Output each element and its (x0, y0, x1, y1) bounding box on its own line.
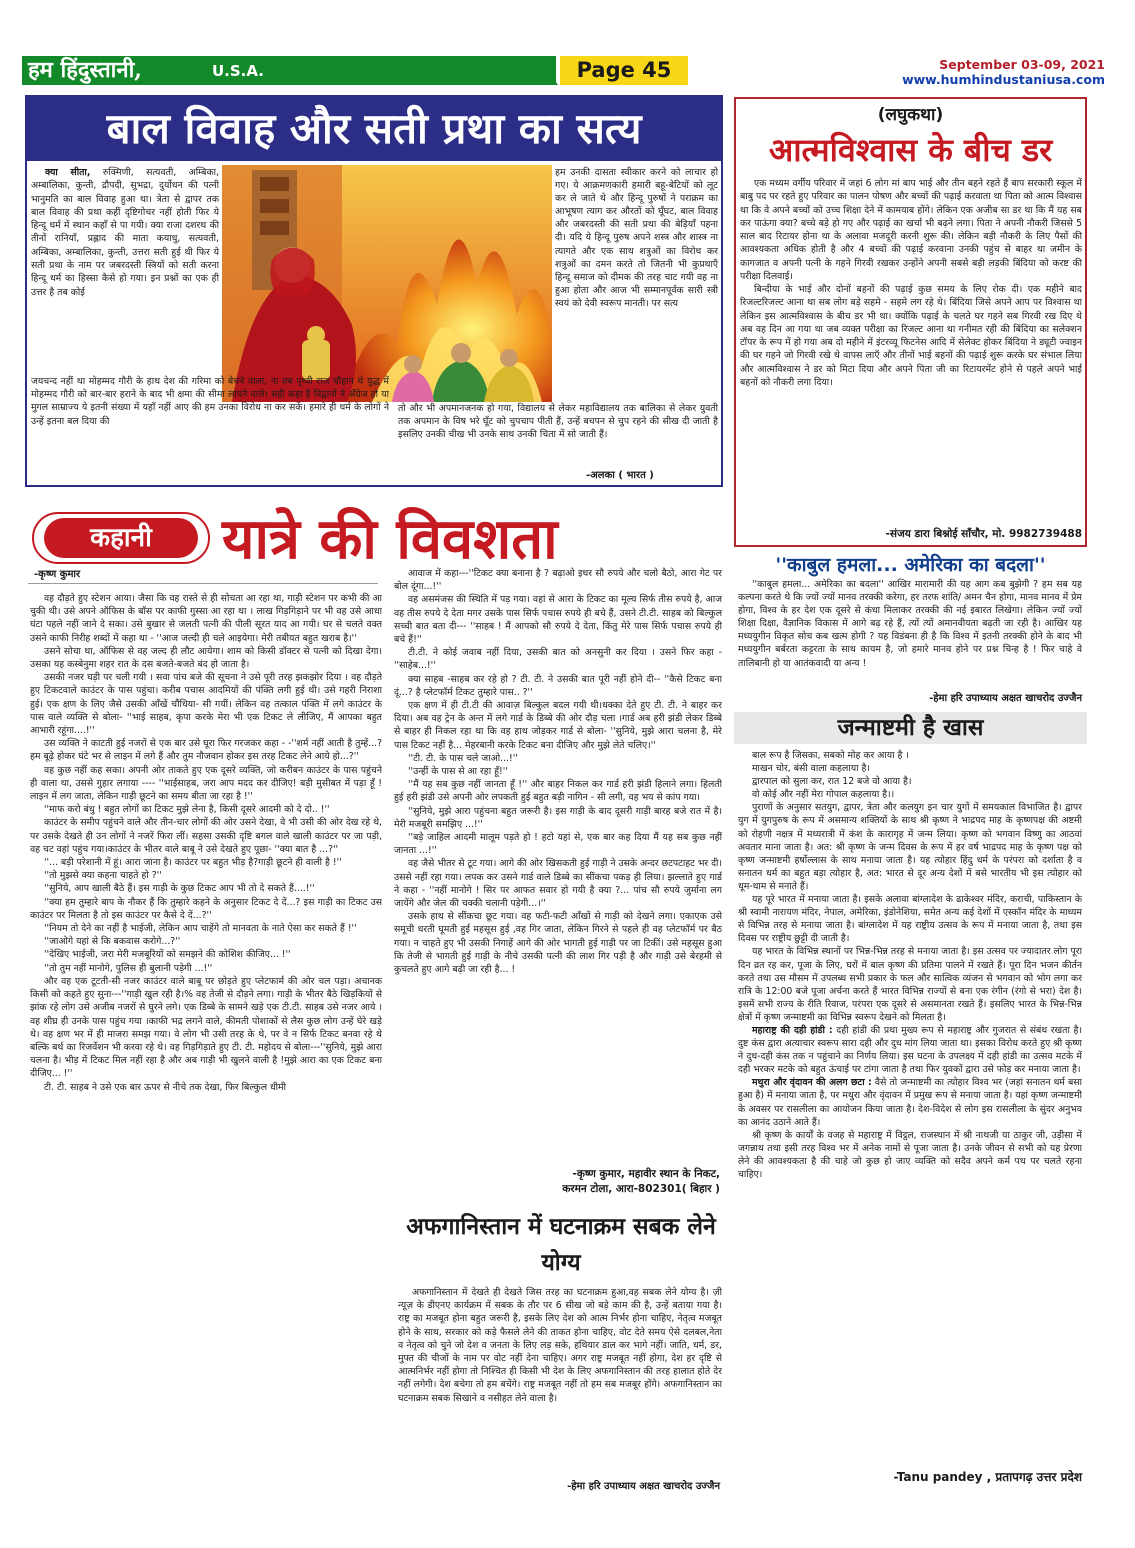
issue-date: September 03-09, 2021 (939, 57, 1105, 72)
kahani-tag: कहानी (44, 518, 198, 558)
story-paragraph: वह कुछ नहीं कह सका। अपनी ओर ताकते हुए एक दूसरे व्यक्ति, जो करीबन काउंटर के पास पहुंचने ही वाला था, उससे गुहार लगाया ---- ''भाईसाहब, जरा आप मदद कर दीजिए! बड़ी मुसीबत में पड़ा हूँ ! लाइन में लग जाता, लेकिन गाड़ी छूटने का समय बीता जा रहा है !'' (30, 764, 382, 803)
story-column-1 (30, 592, 382, 1496)
story-column-2 (394, 567, 722, 1165)
story-paragraph: ''क्या हम तुम्हारे बाप के नौकर हैं कि तुम्हारे कहने के अनुसार टिकट दे दें...? इस गाड़ी का टिकट उस काउंटर पर मिलता है तो इस काउंटर पर कैसे दे दें...?'' (30, 896, 382, 921)
article-text: हम उनकी दासता स्वीकार करने को लाचार हो गए। ये आक्रमणकारी हमारी बहू-बेटियों को लूट कर ले जाते थे और हिन्दू पुरुषों ने पराक्रम का आभूषण त्याग कर औरतों को घूँघट, बाल विवाह और जबरदस्ती की सती प्रथा की बेड़ियाँ पहना दी। यदि ये हिन्दू पुरुष अपने शस्त्र और शास्त्र ना त्यागते और एक साथ शत्रुओं का विरोध कर शत्रुओं का दमन करते तो जितनी भी कुप्रथाएँ हिन्दू समाज को दीमक की तरह चाट गयी वह ना हुआ होता और आज भी सम्मानपूर्वक सारी स्त्री स्वयं को देवी स्वरूप मानती। पर सत्य (555, 167, 718, 309)
janmashtami-title: जन्माष्टमी है खास (734, 712, 1087, 744)
story-title: यात्रे की विवशता (222, 506, 558, 572)
story-paragraph: ''टी. टी. के पास चले जाओ...!'' (408, 752, 518, 764)
story-paragraph: उसने सोचा था, ऑफिस से वह जल्द ही लौट आयेगा। शाम को किसी डॉक्टर से पत्नी को दिखा देगा। उसका यह कस्बेनुमा शहर रात के दस बजते-बजते बंद हो जाता है। (30, 645, 382, 671)
story-paragraph: ''सुनिये, आप खाली बैठे हैं। इस गाड़ी के कुछ टिकट आप भी तो दे सकते हैं....!'' (44, 883, 315, 895)
sati-painting-image (222, 165, 552, 402)
divider (28, 583, 378, 584)
article-headline: बाल विवाह और सती प्रथा का सत्य (27, 97, 721, 161)
story-paragraph: उसके हाथ से सींकचा छूट गया। वह फटी-फटी आँखों से गाड़ी को देखने लगा। एकाएक उसे समूची धरती घूमती हुई महसूस हुई ,वह गिर जाता, लेकिन गिरने से पहले ही वह प्लेटफॉर्म पर बैठ गया। न चाहते हुए भी उसकी निगाहें आगे की ओर भागती हुई गाड़ी पर जा टिकीं। उसे महसूस हुआ कि तेजी से भागती हुई गाड़ी के नीचे उसकी पत्नी की लाश गिर पड़ी है और गाड़ी उसे बेरहमी से कुचलते हुए आगे बढ़ी जा रही है... ! (394, 911, 722, 976)
masthead-bar-edge (540, 56, 558, 85)
article-bottom-left (31, 375, 389, 483)
janmashtami-body: बाल रूप है जिसका, सबको मोह कर आया है । माखन चोर, बंसी वाला कहलाया है। द्वारपाल को सुला कर, रात 12 बजे वो आया है। वो कोई और नहीं मेरा गोपाल कहलाया है।। पुराणों के अनुसार सतयुग, द्वापर, त्रेता और कलयुग इन चार युगों में समयकाल विभाजित है। द्वापर युग में युगपुरुष के रूप में असमान्य शक्तियों के साथ श्री कृष्ण ने भाद्रपद माह के कृष्णपक्ष की अष्टमी को रोहणी नक्षत्र में मध्यरात्री में कंश के कारागृह में जन्म लिया। कृष्ण को भगवान विष्णु का आठवां अवतार माना जाता है। अत: श्री कृष्ण के जन्म दिवस के रूप में हर वर्ष भाद्रपद माह के कृष्ण पक्ष को कृष्ण जन्माष्टमी हर्षोल्लास के साथ मनाया जाता है। यह त्योहार हिंदु धर्म के परंपरा को दर्शाता है व सनातन धर्म का बहुत बड़ा त्योहार है, अत: भारत से दूर अन्य देशों में बसे भारतीय भी इस त्योहार को धूम-धाम से मनाते हैं। यह पूरे भारत में मनाया जाता है। इसके अलावा बांग्लादेश के ढाकेश्वर मंदिर, कराची, पाकिस्तान के श्री स्वामी नारायण मंदिर, नेपाल, अमेरिका, इंडोनेशिया, समेत अन्य कई देशों में एस्कॉन मंदिर के माध्यम से विभिन्न तरह से मनाया जाता है। बांग्लादेश में यह राष्ट्रीय उत्सव के रूप में मनाया जाता है, तथा इस दिवस पर राष्ट्रीय छुट्टी दी जाती है। यह भारत के विभिन्न स्थानों पर भिन्न-भिन्न तरह से मनाया जाता है। इस उत्सव पर ज्यादातर लोग पूरा दिन व्रत रह कर, पूजा के लिए, घरों में बाल कृष्ण की प्रतिमा पालने में रखते हैं। पूरा दिन भजन कीर्तन करते तथा उस मौसम में उपलब्ध सभी प्रकार के फल और सात्विक व्यंजन से भगवान को भोग लगा कर रात्रि के 12:00 बजे पूजा अर्चना करते हैं भारत विभिन्न राज्यों से बना एक रंगीन (रंगो से भरा) देश है। इसमें सभी राज्य के रीति रिवाज, परंपरा एक दूसरे से असमानता रखते हैं। इसलिए भारत के भिन्न-भिन्न क्षेत्रों में कृष्ण जन्माष्टमी का विभिन्न स्वरूप देखने को मिलता है। महाराष्ट्र की दही हांडी : दही हांडी की प्रथा मुख्य रूप से महाराष्ट्र और गुजरात से संबंध रखता है। दुष्ट कंस द्वारा अत्याचार स्वरूप सारा दही और दुध मांग लिया जाता था। इसका विरोध करते हुए श्री कृष्ण ने दुध-दही कंस तक न पहुंचाने का निर्णय लिया। इस घटना के उपलक्ष्य में दही हांडी का उत्सव मटके में दही भरकर मटके को बहुत ऊंचाई पर टांगा जाता है तथा फिर युवकों द्वारा उसे फोड़ कर मनाया जाता है। मथुरा और वृंदावन की अलग छटा : वैसे तो जन्माष्टमी का त्योहार विश्व भर (जहां सनातन धर्म बसा हुआ है) में मनाया जाता है, पर मथुरा और वृंदावन में प्रमुख रूप से मनाया जाता है। यहां कृष्ण जन्माष्टमी के अवसर पर रासलीला का आयोजन किया जाता है। देश-विदेश से लोग इस रासलीला के सुंदर अनुभव का आनंद उठाने आते हैं। श्री कृष्ण के कार्यों के वजह से महाराष्ट्र में विट्ठल, राजस्थान में श्री नाथजी या ठाकुर जी, उड़ीसा में जगन्नाथ तथा इसी तरह विश्व भर में अनेक नामों से पूजा जाता है। उनके जीवन से सभी को यह प्रेरणा लेने की आवश्यकता है की चाहे जो कुछ हो जाए व्यक्ति को सदैव अपने कर्म पथ पर चलते रहना चाहिए। (738, 750, 1082, 1180)
story-paragraph: और वह एक टूटती-सी नजर काउंटर वाले बाबू पर छोड़ते हुए प्लेटफार्म की ओर चल पड़ा। अचानक किसी को कहते हुए सुना---''गाड़ी खुल रही है।% वह तेजी से दौड़ने लगा। गाड़ी के भीतर बैठे खिड़कियों से झांक रहे लोग उसे अजीब नजरों से घुरने लगे। एक डिब्बे के सामने खड़े एक टी.टी. साहब उसे नजर आये । वह शीघ्र ही उनके पास पहुंच गया ।काफी भद्र लगने वाले, कीमती पोशाकों से लैस कुछ लोग उन्हें घेरे खड़े थे। वह क्षण भर में ही माजरा समझ गया। वे लोग भी उसी तरह के थे, पर वे न सिर्फ टिकट बनवा रहे थे बल्कि बर्थ का रिजर्वेशन भी करवा रहे थे। वह गिड़गिड़ाते हुए टी. टी. महोदय से बोला---''सुनिये, मुझे आरा चलना है। भीड़ में टिकट मिल नहीं रहा है और अब गाड़ी भी खुलने वाली है !मुझे आरा का एक टिकट बना दीजिए... !'' (30, 975, 382, 1080)
laghukatha-body: एक मध्यम वर्गीय परिवार में जहां 6 लोग मां बाप भाई और तीन बहने रहते हैं बाप सरकारी स्कूल में बाबु पद पर रहते हुए परिवार का पालन पोषण और बच्चों की पढ़ाई करवाता था पिता को आत्म विश्वास था कि वे अपने बच्चों को उच्च शिक्षा देने में कामयाब होंगे। लेकिन एक अजीब सा डर था कि मैं यह सब कर पाऊंगा क्या? बच्चे बड़े हो गए और पढ़ाई का खर्चा भी बढ़ने लगा। पिता ने अपनी नौकरी जिससे 5 साल बाद रिटायर होना था के अलावा मजदूरी करनी शुरू की। लेकिन बड़ी नौकरी के लिए पैसों की आवश्यकता अधिक होती है और 4 बच्चों की पढ़ाई करवाना उनकी पहुंच से बाहर था जमीन के कागजात व अपनी पत्नी के गहने गिरवी रखकर उन्होंने अपनी सबसे बड़ी लड़की बिंदिया को करष्ट की परीक्षा दिलवाई। बिन्दीया के भाई और दोनों बहनों की पढ़ाई कुछ समय के लिए रोक दी। एक महीने बाद रिजल्टरिजल्ट आना था सब लोग बड़े सहमे - सहमे लग रहे थे। बिंदिया जिसे अपने आप पर विश्वास था लेकिन इस आत्मविश्वास के बीच डर भी था। क्योंकि पढ़ाई के चलते घर गहने सब गिरवी रख दिए थे अब वह दिन आ गया था जब व्यक्त परीक्षा का रिजल्ट आना था गनीमत रही की बिंदिया का सलेक्शन टॉपर के रूप में हो गया अब दो महीने में इंटरव्यू फिटनेस आदि में सेलेक्ट होकर बिंदिया ने ड्यूटी ज्वाइन की घर गहने जो गिरवी रखे थे वापस लाएँ और तीनों भाई बहनों की पढ़ाई शुरू करके घर संभाल लिया और आत्मविश्वास ने डर को मिटा दिया और अपने पिता जी का रिटायरमेंट होने से पहले अपने भाई बहनों को नौकरी लगा दिया। (740, 178, 1082, 388)
story-author: -कृष्ण कुमार (34, 569, 81, 580)
story-paragraph: ''उन्हीं के पास से आ रहा हूँ!'' (408, 766, 508, 778)
story-paragraph: आवाज में कहा---''टिकट क्या बनाना है ? बढ़ाओ इधर सौ रुपये और चलो बैठो, आरा गेट पर बोल दूंगा...!'' (394, 568, 722, 593)
story-paragraph: ''बड़े जाहिल आदमी मालूम पड़ते हो ! हटो यहां से, एक बार कह दिया मैं यह सब कुछ नहीं जानता ...!'' (394, 832, 722, 857)
janmashtami-signature: -Tanu pandey , प्रतापगढ़ उत्तर प्रदेश (893, 1470, 1082, 1484)
article-signature: -अलका ( भारत ) (586, 470, 654, 481)
story-paragraph: टी.टी. ने कोई जवाब नहीं दिया, उसकी बात को अनसुनी कर दिया । उसने फिर कहा - ''साहेब...!'' (394, 647, 722, 672)
story-paragraph: उसकी नजर घड़ी पर चली गयी । सवा पांच बजे की सूचना ने उसे पूरी तरह झकझोर दिया । वह दौड़ते हुए टिकटवाले काउंटर के पास पहुंचा। करीब पचास आदमियों की पंक्ति लगी हुई थी। उसे गहरी निराशा हुई। एक क्षण के लिए जैसे उसकी आँखें चौंधिया- सी गयीं। लेकिन वह तत्काल पंक्ति में लगे काउंटर के पास वाले व्यक्ति से बोला- ''भाई साहब, कृपा करके मेरा भी एक टिकट ले लीजिए, मैं आपका बहुत आभारी रहूंगा....!'' (30, 672, 382, 737)
article-left-column (31, 166, 219, 372)
afghan-signature: -हेमा हरि उपाध्याय अक्षत खाचरोद उज्जैन (567, 1481, 720, 1492)
kabul-signature: -हेमा हरि उपाध्याय अक्षत खाचरोद उज्जैन (929, 693, 1082, 704)
article-text: तो और भी अपमानजनक हो गया, विद्यालय से लेकर महाविद्यालय तक बालिका से लेकर युवती तक अपमान के विष भरे घूँट को चुपचाप पीती हैं, उन्हें बचपन से चुप रहने की सीख दी जाती है इसलिए उनकी चीख भी उनके साथ उनकी चिता में सो जाती हैं। (398, 403, 718, 441)
story-paragraph: काउंटर के समीप पहुंचने वाले और तीन-चार लोगों की ओर उसने देखा, वे भी उसी की ओर देख रहे थे, पर उसके देखते ही उन लोगों ने नजरें फिरा लीं। सहसा उसकी दृष्टि बगल वाले खाली काउंटर पर जा पड़ी, वह चट वहां पहुंच गया।काउंटर के भीतर वाले बाबू ने उसे देखते हुए पूछा- ''क्या बात है ...?'' (30, 817, 382, 855)
website-link[interactable]: www.humhindustaniusa.com (902, 72, 1105, 87)
kabul-title: ''काबुल हमला... अमेरिका का बदला'' (775, 554, 1046, 576)
story-paragraph: वह दौड़ते हुए स्टेशन आया। जैसा कि वह रास्ते से ही सोचता आ रहा था, गाड़ी स्टेशन पर कभी की आ चुकी थी। उसे अपने ऑफिस के बॉस पर काफी गुस्सा आ रहा था । लाख गिड़गिड़ाने पर भी वह उसे आधा घंटा पहले नहीं जाने दे सका। उसे बुखार से जलती पत्नी की पीली सूरत याद आ गयी। घर से चलते वक्त उसने काफी निरीह शब्दों में कहा था - ''आज जल्दी ही चले आइयेगा। मेरी तबीयत बहुत खराब है।'' (30, 593, 382, 644)
article-text: जयचन्द नहीं था मोहम्मद गौरी के हाथ देश की गरिमा को बेचने वाला, ना तब पृथ्वी राज चौहान थे युद्ध में मोहम्मद गौरी को बार-बार हराने के बाद भी क्षमा की सीमा लांघने वाले। सही कहा है विद्वानों ने अँग्रेज हो या मुगल साम्राज्य ये इतनी संख्या में यहाँ नहीं आए की हम उनका विरोध ना कर सकें। हमारे ही धर्म के लोगों ने उन्हें इतना बल दिया की (31, 376, 389, 427)
story-paragraph: वह असमंजस की स्थिति में पड़ गया। वहां से आरा के टिकट का मूल्य सिर्फ तीस रुपये है, आज वह तीस रुपये दे देता मगर उसके पास सिर्फ पचास रुपये ही बचे हैं, उसने टी.टी. साहब को बिल्कुल सच्ची बात बता दी--- ''साहब ! मैं आपको सौ रुपये दे देता, किंतु मेरे पास सिर्फ पचास रुपये ही बचे हैं!'' (394, 594, 722, 646)
article-bottom-right (398, 402, 718, 464)
laghukatha-title: आत्मविश्वास के बीच डर (768, 131, 1053, 169)
article-text: रुक्मिणी, सत्यवती, अम्बिका, अम्बालिका, कुन्ती, द्रौपदी, सुभद्रा, दुर्योधन की पत्नी भानुमति का बाल विवाह हुआ था। त्रेता से द्वापर तक बाल विवाह की प्रथा कहीं दृष्टिगोचर नहीं होती फिर ये हिन्दू धर्म में स्थान कहाँ से पा गयी। क्या राजा दशरथ की तीनों रानियाँ, प्रह्लाद की माता कयाधु, सत्यवती, अम्बिका, अम्बालिका, कुन्ती, उत्तरा सती हुई थी फिर ये सती प्रथा के नाम पर जबरदस्ती स्त्रियों को सती करना हिन्दू धर्म का हिस्सा कैसे हो गया। इन प्रश्नों का एक ही उत्तर है तब कोई (31, 167, 219, 298)
story-paragraph: ''नियम तो देने का नहीं है भाईजी, लेकिन आप चाहेंगे तो मानवता के नाते ऐसा कर सकते हैं !'' (44, 923, 357, 935)
story-paragraph: ''तो तुम नहीं मानोगे, पुलिस ही बुलानी पड़ेगी ...!'' (44, 962, 213, 974)
story-paragraph: ''जाओगे यहां से कि बकवास करोगे...?'' (44, 936, 181, 948)
newspaper-title: हम हिंदुस्तानी, (28, 57, 142, 83)
newspaper-country: U.S.A. (212, 62, 264, 80)
story-paragraph: वह जैसे भीतर से टूट गया। आगे की ओर खिसकती हुई गाड़ी ने उसके अन्दर छटपटाहट भर दी। उससे नहीं रहा गया। लपक कर उसने गार्ड वाले डिब्बे का सींकचा पकड़ ही लिया। झल्लाते हुए गार्ड ने कहा - ''नहीं मानोगे ! सिर पर आफत सवार हो गयी है क्या ?... पांच सौ रुपये जुर्माना लग जायेंगे और जेल की चक्की चलानी पड़ेगी...।'' (394, 858, 722, 910)
afghan-body: अफगानिस्तान में देखते ही देखते जिस तरह का घटनाक्रम हुआ,वह सबक लेने योग्य है। ज़ी न्यूज़ के डीएनए कार्यक्रम में सबक के तौर पर 6 सीख जो बड़े काम की है, उन्हें बताया गया है। राष्ट्र का मजबूत होना बहुत जरूरी है, इसके लिए देश को आत्म निर्भर होना चाहिए, नेतृत्व मजबूत होने के साथ, सरकार को कड़े फैसले लेने की ताकत होना चाहिए, वोट देते समय ऐसे दलबल,नेता व नेतृत्व को चुने जो देश व जनता के लिए लड़ सके, हथियार डाल कर भागे नहीं। जाति, धर्म, डर, मुफ्त की चीजों के नाम पर वोट नहीं देना चाहिए। अगर राष्ट्र मजबूत नहीं होगा, देश हर दृष्टि से आत्मनिर्भर नहीं होगा तो निश्चित ही किसी भी देश के लिए अफगानिस्तान की तरह हालात होते देर नहीं लगेगी। देश बचेगा तो हम बचेंगे। राष्ट्र मजबूत नहीं तो हम सब मजबूर होंगे। अफगानिस्तान का घटनाक्रम सबक सिखाने व नसीहत लेने वाला है। (398, 1287, 722, 1404)
afghan-title: अफगानिस्तान में घटनाक्रम सबक लेने योग्य (406, 1213, 716, 1276)
kabul-body: ''काबुल हमला... अमेरिका का बदला'' आखिर मारामारी की यह आग कब बुझेगी ? हम सब यह कल्पना करते थे कि ज्यों ज्यों मानव तरक्की करेगा, हर तरफ शांति/ अमन चैन होगा, मानव मानव में प्रेम होगा, विश्व के हर देश एक दूसरे से कंधा मिलाकर तरक्की की नई इबारत लिखेगा। लेकिन ज्यों ज्यों शिक्षा दिक्षा, वैज्ञानिक विकास में आगे बढ़ रहे हैं, त्यों त्यों अमानवीयता बढ़ती जा रही है। आखिर यह मध्ययुगीन विकृत सोच कब खत्म होगी ? यह विडंबना ही है कि विश्व में इतनी तरक्की होने के बाद भी मध्ययुगीन बर्बरता कट्टरता के साथ कायम है, जो हमारे मानव होने पर प्रश्न चिन्ह है ! फिर चाहे वे तालिबानी हो या आतंकवादी या अन्य ! (738, 579, 1082, 669)
story-paragraph: ''माफ करो बंधु ! बहुत लोगों का टिकट मुझे लेना है, किसी दूसरे आदमी को दे दो.. !'' (44, 804, 330, 816)
story-paragraph: टी. टी. साहब ने उसे एक बार ऊपर से नीचे तक देखा, फिर बिल्कुल धीमी (44, 1081, 287, 1093)
story-paragraph: ''सुनिये, मुझे आरा पहुंचना बहुत जरूरी है। इस गाड़ी के बाद दूसरी गाड़ी बारह बजे रात में है। मेरी मजबूरी समझिए ...!'' (394, 805, 722, 830)
story-paragraph: उस व्यक्ति ने काटती हुई नजरों से एक बार उसे घूरा फिर गरजकर कहा - -''शर्म नहीं आती है तुम्हें...? हम बूढ़े होकर घंटे भर से लाइन में लगे हैं और तुम नौजवान होकर इस तरह टिकट लेने आये हो...?'' (30, 738, 382, 763)
laghukatha-signature: -संजय डारा बिश्नोई साँचौर, मो. 9982739488 (885, 528, 1082, 540)
laghukatha-kicker: (लघुकथा) (877, 105, 944, 125)
story-paragraph: ''देखिए भाईजी, जरा मेरी मजबूरियों को समझने की कोशिश कीजिए... !'' (44, 949, 291, 961)
story-signature-address: करमन टोला, आरा-802301( बिहार ) (562, 1183, 720, 1195)
story-paragraph: ''मैं यह सब कुछ नहीं जानता हूँ !'' और बाहर निकल कर गार्ड हरी झंडी हिलाने लगा। हिलती हुई हरी झंडी उसे अपनी ओर लपकती हुई बहुत बड़ी नागिन - सी लगी, वह भय से कांप गया। (394, 779, 722, 804)
story-signature: -कृष्ण कुमार, महावीर स्थान के निकट, (572, 1168, 720, 1180)
page-number: Page 45 (560, 56, 688, 85)
story-paragraph: ''... बड़ी परेशानी में हूं। आरा जाना है। काउंटर पर बहुत भीड़ है?गाड़ी छूटने ही वाली है !'' (44, 857, 342, 869)
article-lead: क्या सीता, (45, 167, 91, 178)
story-paragraph: एक क्षण में ही टी.टी की आवाज़ बिल्कुल बदल गयी थी।धक्का देते हुए टी. टी. ने बाहर कर दिया। अब वह ट्रेन के अन्त में लगे गार्ड के डिब्बे की ओर दौड़ चला ।गार्ड अब हरी झंडी लेकर डिब्बे से बाहर ही निकल रहा था कि वह हाथ जोड़कर गार्ड से बोला- ''सुनिये, मुझे आरा चलना है, मेरे पास टिकट नहीं है... मेहरबानी करके टिकट बना दीजिए और मुझे लेते चलिए।'' (394, 700, 722, 751)
article-right-column (555, 166, 718, 401)
story-paragraph: क्या साहब -साहब कर रहे हो ? टी. टी. ने उसकी बात पूरी नहीं होने दी-- ''कैसे टिकट बना दूं...? है प्लेटफॉर्म टिकट तुम्हारे पास.. ?'' (394, 673, 722, 698)
story-paragraph: ''तो मुझसे क्या कहना चाहते हो ?'' (44, 870, 162, 882)
